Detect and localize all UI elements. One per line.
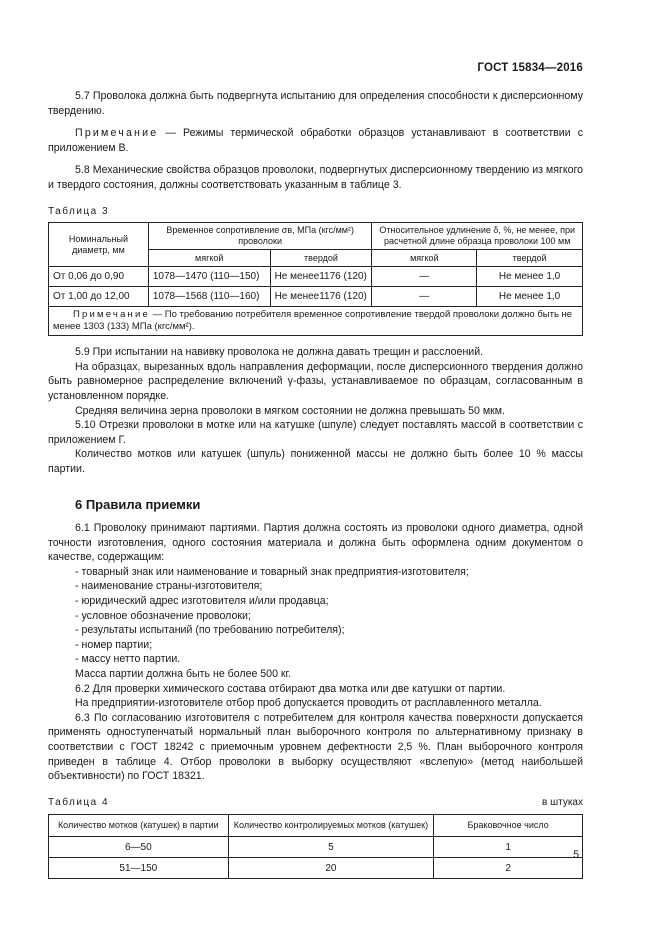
table-4-cell-lot-size: 51—150 (49, 858, 229, 879)
table-4-header-lot-size: Количество мотков (катушек) в партии (49, 815, 229, 837)
list-item: - наименование страны-изготовителя; (75, 580, 263, 593)
page-content (48, 89, 583, 879)
table-3-cell-strength-soft: 1078—1568 (110—160) (148, 287, 270, 307)
paragraph-5-10-mass: Количество мотков или катушек (шпуль) пониженной массы не должно быть более 10 % массы партии. (48, 448, 583, 475)
table-3-note-head: Примечание (73, 309, 150, 321)
table-3-header-soft-2: мягкой (372, 250, 477, 267)
document-code: ГОСТ 15834—2016 (477, 62, 583, 74)
table-row (49, 267, 583, 287)
table-3-cell-diameter: От 1,00 до 12,00 (49, 287, 149, 307)
table-3-header-strength: Временное сопротивление σв, МПа (кгс/мм²) проволоки (148, 223, 372, 250)
list-6-1 (48, 565, 583, 667)
paragraph-6-1-mass: Масса партии должна быть не более 500 кг. (75, 668, 292, 681)
note-1 (48, 126, 583, 155)
section-6-title: 6 Правила приемки (75, 496, 201, 512)
table-3-header-elongation: Относительное удлинение δ, %, не менее, при расчетной длине образца проволоки 100 мм (372, 223, 583, 250)
table-row (49, 837, 583, 858)
table-3-cell-strength-soft: 1078—1470 (110—150) (148, 267, 270, 287)
table-3-cell-diameter: От 0,06 до 0,90 (49, 267, 149, 287)
paragraph-5-7: 5.7 Проволока должна быть подвергнута испытанию для определения способности к дисперсионному твердению. (48, 90, 583, 117)
table-3-cell-strength-hard: Не менее1176 (120) (270, 287, 372, 307)
list-item: - юридический адрес изготовителя и/или продавца; (75, 595, 329, 608)
table-row (49, 287, 583, 307)
table-3 (48, 222, 583, 336)
paragraph-5-9-grain: Средняя величина зерна проволоки в мягком состоянии не должна превышать 50 мкм. (75, 404, 506, 417)
table-3-cell-elongation-hard: Не менее 1,0 (477, 287, 583, 307)
note-1-head: Примечание (75, 127, 159, 140)
paragraph-5-9: 5.9 При испытании на навивку проволока не должна давать трещин и расслоений. (75, 346, 484, 359)
table-4-cell-reject-number: 2 (434, 858, 583, 879)
note-1-text: — Режимы термической обработки образцов устанавливают в соответствии с приложением В. (48, 127, 583, 154)
paragraph-5-10: 5.10 Отрезки проволоки в мотке или на катушке (шпуле) следует поставлять массой в соответствии с приложением Г. (48, 419, 583, 446)
table-3-header-soft-1: мягкой (148, 250, 270, 267)
table-4-cell-lot-size: 6—50 (49, 837, 229, 858)
table-3-note-text: — По требованию потребителя временное сопротивление твердой проволоки должно быть не менее 1303 (133) МПа (кгс/мм²). (53, 309, 573, 333)
table-4-caption: Таблица 4 (48, 796, 110, 808)
table-3-cell-elongation-soft: — (372, 267, 477, 287)
table-3-header-hard-2: твердой (477, 250, 583, 267)
table-4-header-reject-number: Браковочное число (434, 815, 583, 837)
paragraph-6-2-melt: На предприятии-изготовителе отбор проб допускается проводить от расплавленного металла. (75, 697, 542, 710)
table-3-cell-elongation-soft: — (372, 287, 477, 307)
paragraph-6-1: 6.1 Проволоку принимают партиями. Партия должна состоять из проволоки одного диаметра, одной точности изготовления, одного состояния материала и должна быть оформлена одним документом о качестве, содержащим: (48, 522, 583, 564)
table-4-cell-reject-number: 1 (434, 837, 583, 858)
page-number: 5 (573, 849, 579, 861)
paragraph-6-2: 6.2 Для проверки химического состава отбирают два мотка или две катушки от партии. (75, 682, 506, 695)
table-3-caption: Таблица 3 (48, 205, 110, 217)
list-item: - номер партии; (75, 638, 153, 651)
paragraph-5-9-gamma: На образцах, вырезанных вдоль направления деформации, после дисперсионного твердения должно быть равномерное распределение включений γ-фазы, устанавливаемое по образцам, согласованным в установленном порядке. (48, 360, 583, 402)
table-3-note (49, 307, 583, 336)
paragraph-6-3: 6.3 По согласованию изготовителя с потребителем для контроля качества поверхности допускается применять одноступенчатый нормальный план выборочного контроля по альтернативному признаку в соответствии с ГОСТ 18242 с приемочным уровнем дефектности 2,5 %. План выборочного контроля приведен в таблице 4. Отбор проволоки в выборку осуществляют «вслепую» (метод наибольшей объективности) по ГОСТ 18321. (48, 711, 583, 783)
table-3-cell-strength-hard: Не менее1176 (120) (270, 267, 372, 287)
table-4-cell-sample-size: 20 (228, 858, 434, 879)
list-item: - условное обозначение проволоки; (75, 609, 251, 622)
table-4 (48, 814, 583, 879)
table-row (49, 858, 583, 879)
list-item: - товарный знак или наименование и товарный знак предприятия-изготовителя; (75, 565, 469, 578)
table-4-units: в штуках (542, 796, 583, 808)
table-4-cell-sample-size: 5 (228, 837, 434, 858)
paragraph-5-8: 5.8 Механические свойства образцов проволоки, подвергнутых дисперсионному твердению из мягкого и твердого состояния, должны соответствовать указанным в таблице 3. (48, 164, 583, 191)
list-item: - результаты испытаний (по требованию потребителя); (75, 624, 345, 637)
table-4-caption-row (48, 796, 583, 811)
table-4-header-sample-size: Количество контролируемых мотков (катушек) (228, 815, 434, 837)
list-item: - массу нетто партии. (75, 653, 181, 666)
table-3-header-diameter: Номинальный диаметр, мм (49, 223, 149, 267)
table-3-cell-elongation-hard: Не менее 1,0 (477, 267, 583, 287)
table-3-header-hard-1: твердой (270, 250, 372, 267)
